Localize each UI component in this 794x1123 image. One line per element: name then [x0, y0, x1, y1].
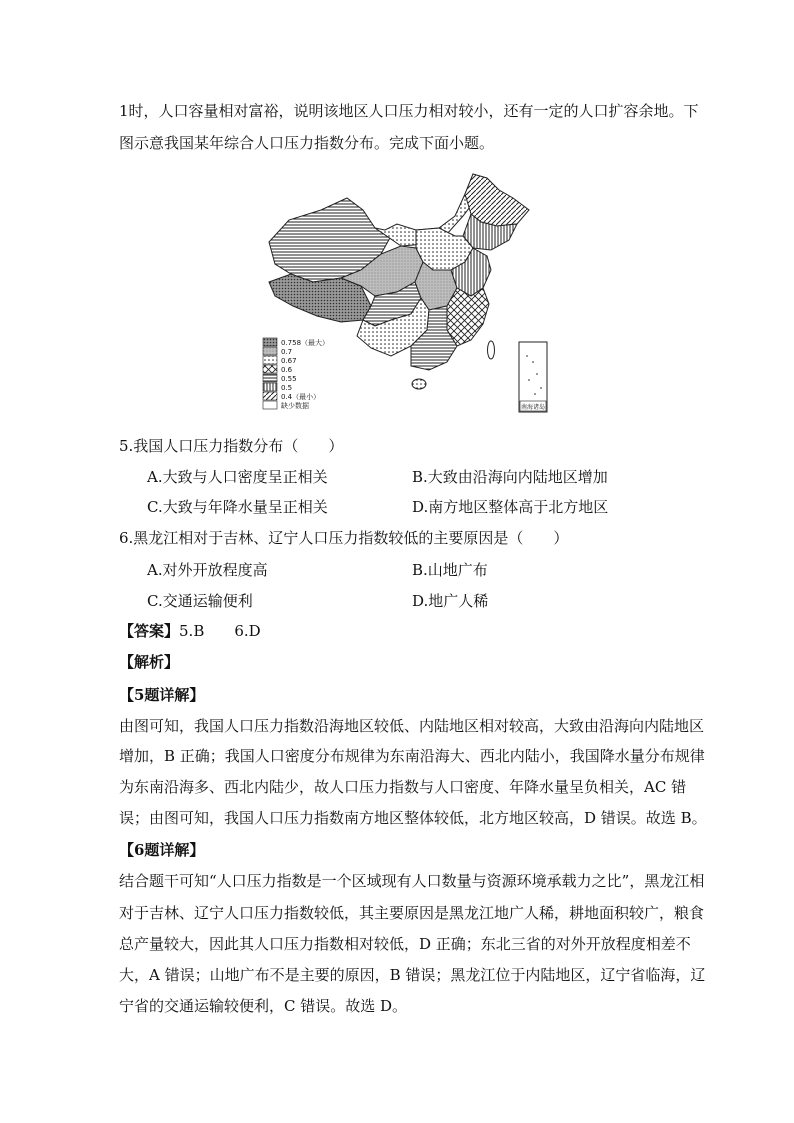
map-figure	[251, 170, 549, 420]
legend-swatch-7	[263, 392, 277, 400]
legend-swatch-8	[263, 401, 277, 409]
region-southeast	[447, 288, 489, 346]
q5-option-b: B.大致由沿海向内陆地区增加	[412, 468, 608, 486]
legend-label-4: 0.6	[281, 366, 293, 374]
answer-label: 【答案】	[119, 622, 180, 640]
q6-option-a: A.对外开放程度高	[147, 561, 268, 579]
q5-option-a: A.大致与人口密度呈正相关	[147, 468, 328, 486]
legend-label-8: 缺少数据	[281, 402, 309, 410]
answer-line	[119, 621, 679, 641]
q6-option-d: D.地广人稀	[412, 592, 489, 610]
detail6-line-1: 结合题干可知“人口压力指数是一个区域现有人口数量与资源环境承载力之比”，黑龙江相	[119, 872, 705, 890]
detail5-line-1: 由图可知，我国人口压力指数沿海地区较低、内陆地区相对较高，大致由沿海向内陆地区	[119, 717, 705, 735]
china-population-pressure-map	[251, 170, 549, 420]
detail6-line-3: 总产量较大，因此其人口压力指数相对较低，D 正确；东北三省的对外开放程度相差不	[119, 935, 691, 953]
legend-swatch-5	[263, 374, 277, 382]
q6-option-b: B.山地广布	[412, 561, 488, 579]
map-legend	[263, 338, 329, 410]
region-taiwan	[488, 341, 495, 359]
intro-line-1: 1时，人口容量相对富裕，说明该地区人口压力相对较小，还有一定的人口扩容余地。下	[119, 102, 699, 120]
analysis-label: 【解析】	[119, 653, 180, 671]
q6-option-c: C.交通运输便利	[147, 592, 253, 610]
q5-option-d: D.南方地区整体高于北方地区	[412, 498, 609, 516]
legend-label-5: 0.55	[281, 375, 297, 383]
detail6-line-4: 大，A 错误；山地广布不是主要的原因，B 错误；黑龙江位于内陆地区，辽宁省临海，辽	[119, 966, 706, 984]
detail5-line-3: 为东南沿海多、西北内陆少，故人口压力指数与人口密度、年降水量呈负相关，AC 错	[119, 778, 687, 796]
detail5-line-2: 增加，B 正确；我国人口密度分布规律为东南沿海大、西北内陆小，我国降水量分布规律	[119, 747, 705, 765]
legend-label-2: 0.7	[281, 348, 293, 356]
legend-swatch-3	[263, 356, 277, 364]
legend-label-7: 0.4（最小）	[281, 393, 321, 401]
legend-label-1: 0.758（最大）	[281, 339, 330, 347]
legend-swatch-2	[263, 347, 277, 355]
legend-swatch-4	[263, 365, 277, 373]
legend-label-6: 0.5	[281, 384, 293, 392]
detail6-label: 【6题详解】	[119, 841, 205, 859]
inset-label: 南海诸岛	[520, 404, 546, 411]
detail5-line-4: 误；由图可知，我国人口压力指数南方地区整体较低，北方地区较高，D 错误。故选 B。	[119, 809, 707, 827]
q6-stem: 6.黑龙江相对于吉林、辽宁人口压力指数较低的主要原因是（ ）	[119, 529, 569, 547]
legend-swatch-6	[263, 383, 277, 391]
region-hainan	[412, 379, 426, 389]
q5-option-c: C.大致与年降水量呈正相关	[147, 498, 328, 516]
q5-stem: 5.我国人口压力指数分布（ ）	[119, 437, 344, 455]
detail6-line-2: 对于吉林、辽宁人口压力指数较低，其主要原因是黑龙江地广人稀，耕地面积较广，粮食	[119, 904, 705, 922]
intro-line-2: 图示意我国某年综合人口压力指数分布。完成下面小题。	[119, 134, 495, 152]
detail5-label: 【5题详解】	[119, 686, 205, 704]
legend-swatch-1	[263, 338, 277, 346]
answer-value: 5.B 6.D	[179, 622, 261, 640]
detail6-line-5: 宁省的交通运输较便利，C 错误。故选 D。	[119, 997, 408, 1015]
legend-label-3: 0.67	[281, 357, 297, 365]
